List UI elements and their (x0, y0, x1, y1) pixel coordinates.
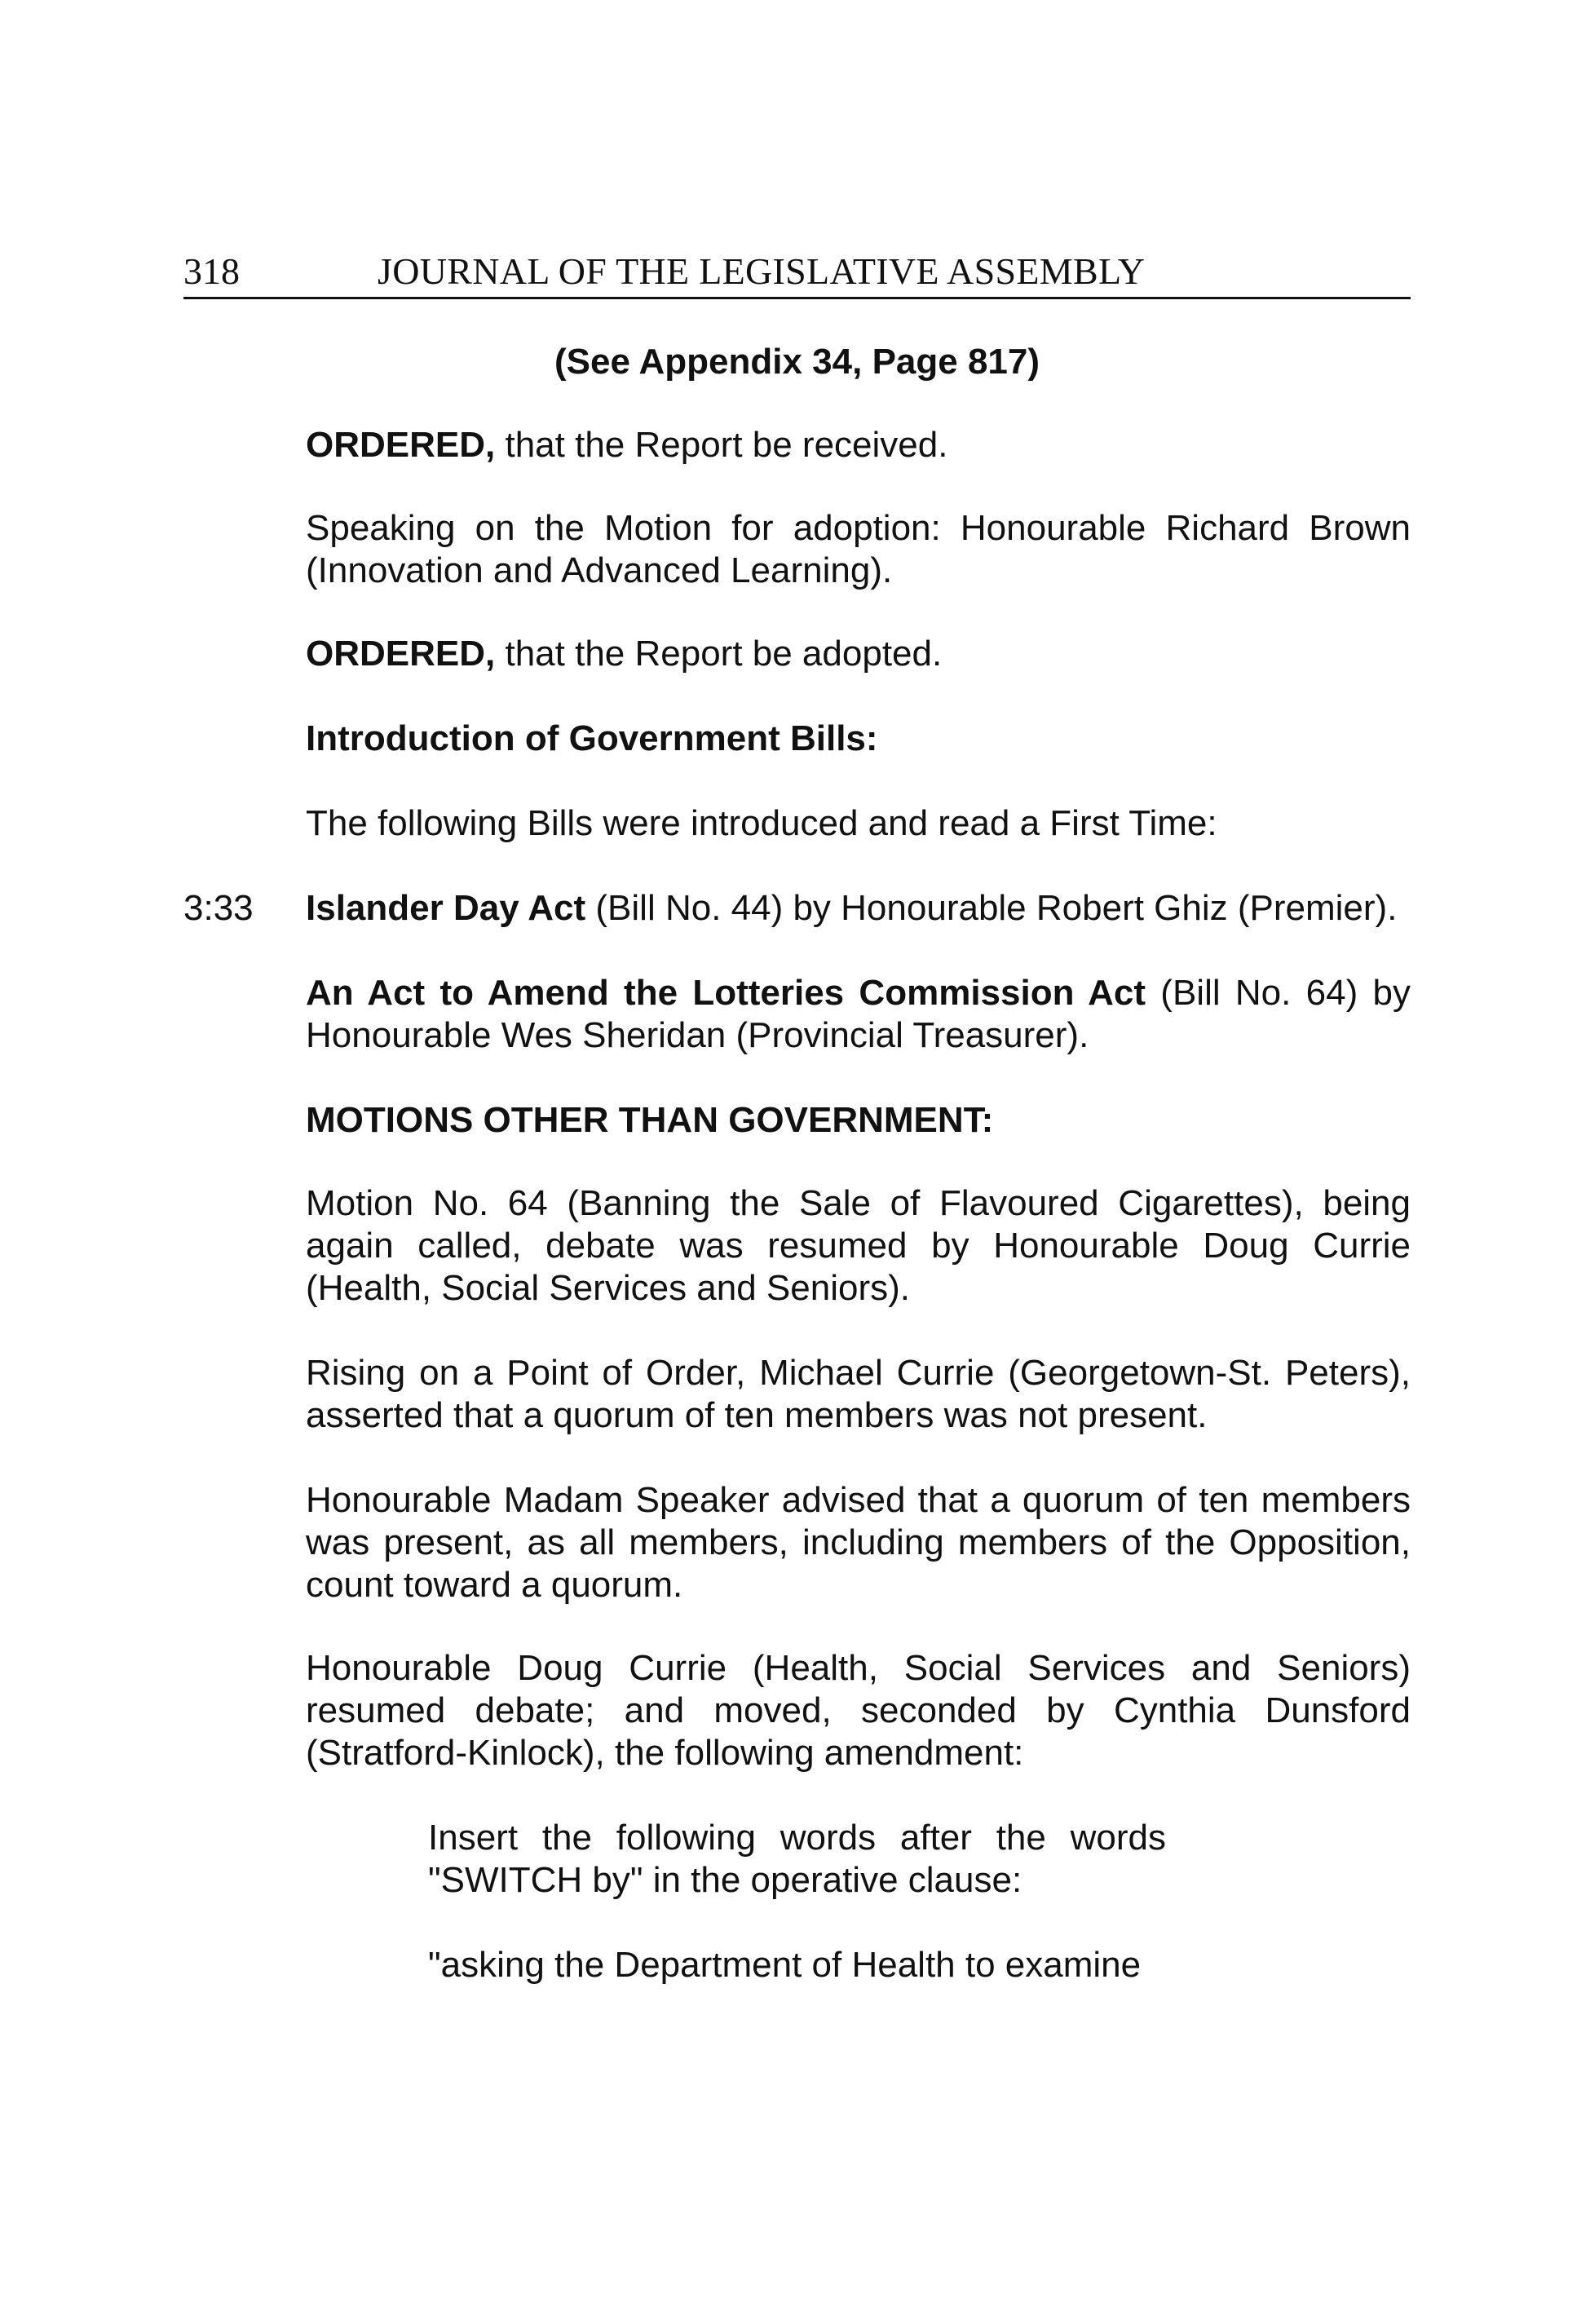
page-header (183, 246, 1411, 299)
section-heading-motions: MOTIONS OTHER THAN GOVERNMENT: (306, 1100, 994, 1140)
ordered-adopted: ORDERED, that the Report be adopted. (306, 634, 943, 674)
appendix-reference: (See Appendix 34, Page 817) (554, 342, 1040, 382)
journal-title: JOURNAL OF THE LEGISLATIVE ASSEMBLY (378, 250, 1146, 292)
quorum-ruling-paragraph: Honourable Madam Speaker advised that a quorum of ten members was present, as all members, including members of the Opposition, count toward a quorum. (306, 1480, 1411, 1605)
speaking-on-motion: Speaking on the Motion for adoption: Honourable Richard Brown (Innovation and Advanced Learning). (306, 508, 1411, 590)
bill-islander-day-act: Islander Day Act (Bill No. 44) by Honourable Robert Ghiz (Premier). (306, 888, 1398, 928)
page-number: 318 (183, 250, 240, 292)
timestamp: 3:33 (183, 888, 254, 928)
motion-64-paragraph: Motion No. 64 (Banning the Sale of Flavoured Cigarettes), being again called, debate was resumed by Honourable Doug Currie (Health, Social Services and Seniors). (306, 1183, 1411, 1308)
section-heading-government-bills: Introduction of Government Bills: (306, 718, 878, 758)
amendment-text: "asking the Department of Health to examine (428, 1945, 1142, 1985)
ordered-received: ORDERED, that the Report be received. (306, 425, 948, 465)
amendment-instruction: Insert the following words after the words "SWITCH by" in the operative clause: (428, 1818, 1166, 1900)
bills-introduced-intro: The following Bills were introduced and read a First Time: (306, 803, 1217, 843)
bill-lotteries-commission: An Act to Amend the Lotteries Commission Act (Bill No. 64) by Honourable Wes Sheridan (Provincial Treasurer). (306, 973, 1411, 1055)
point-of-order-paragraph: Rising on a Point of Order, Michael Currie (Georgetown-St. Peters), asserted that a quorum of ten members was not present. (306, 1353, 1411, 1435)
amendment-moved-paragraph: Honourable Doug Currie (Health, Social Services and Seniors) resumed debate; and moved, seconded by Cynthia Dunsford (Stratford-Kinlock), the following amendment: (306, 1648, 1411, 1773)
